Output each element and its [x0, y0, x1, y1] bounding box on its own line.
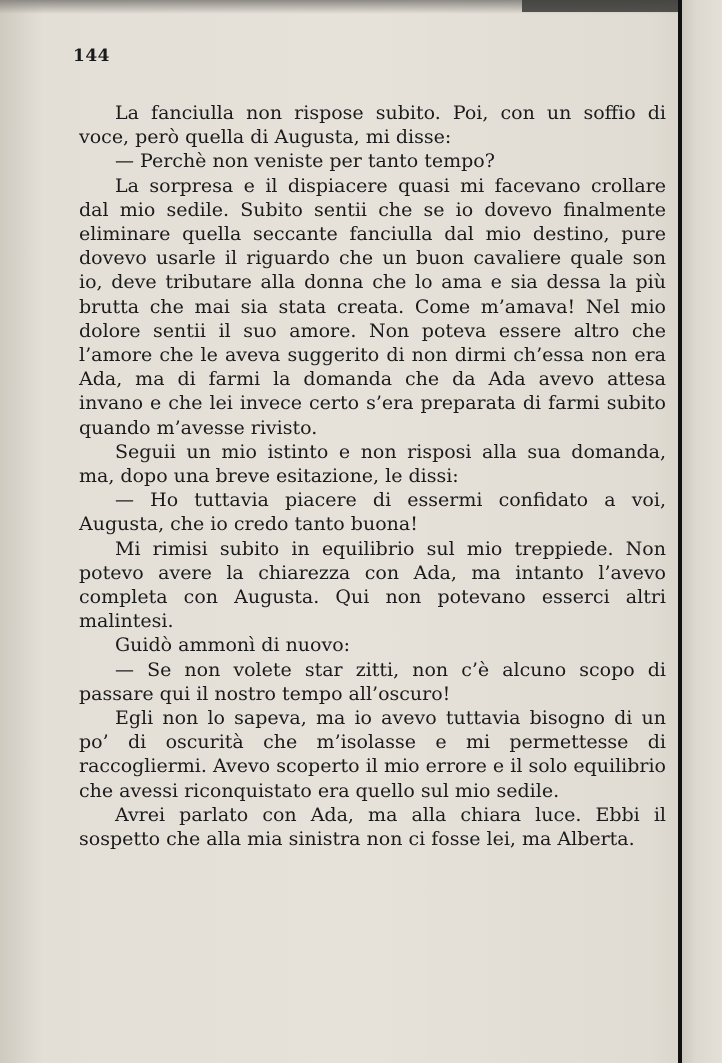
paragraph: La sorpresa e il dispiacere quasi mi facevano crollare dal mio sedile. Subito sentii che se io dovevo finalmente eliminare quella seccante fanciulla dal mio destino, pure dovevo usarle il riguardo che un buon cavaliere quale son io, deve tributare alla donna che lo ama e sia dessa la più brutta che mai sia stata creata. Come m’amava! Nel mio dolore sentii il suo amore. Non poteva essere altro che l’amore che le aveva suggerito di non dirmi ch’essa non era Ada, ma di farmi la domanda che da Ada avevo attesa invano e che lei invece certo s’era preparata di farmi subito quando m’avesse rivisto. — [79, 174, 666, 439]
paragraph: Mi rimisi subito in equilibrio sul mio treppiede. Non potevo avere la chiarezza con Ada, ma intanto l’avevo completa con Augusta. Qui non potevano esserci altri malintesi. — [79, 537, 666, 633]
body-text — [79, 101, 666, 851]
paragraph: Avrei parlato con Ada, ma alla chiara luce. Ebbi il sospetto che alla mia sinistra non ci fosse lei, ma Alberta. — [79, 803, 666, 851]
paragraph: — Se non volete star zitti, non c’è alcuno scopo di passare qui il nostro tempo all’oscuro! — [79, 658, 666, 705]
page-number: 144 — [73, 46, 110, 66]
paragraph: Egli non lo sapeva, ma io avevo tuttavia bisogno di un po’ di oscurità che m’isolasse e mi permettesse di raccogliermi. Avevo scoperto il mio errore e il solo equilibrio che avessi riconquistato era quello sul mio sedile. — [79, 707, 666, 802]
page-edge-line — [678, 0, 682, 1063]
paragraph: La fanciulla non rispose subito. Poi, con un soffio di voce, però quella di Augusta, mi disse: — [79, 102, 666, 149]
paragraph: Seguii un mio istinto e non risposi alla sua domanda, ma, dopo una breve esitazione, le dissi: — [79, 440, 666, 488]
paragraph: — Ho tuttavia piacere di essermi confidato a voi, Augusta, che io credo tanto buona! — [79, 489, 666, 536]
paragraph: Guidò ammonì di nuovo: — [115, 634, 351, 657]
top-right-shadow — [522, 0, 682, 12]
page-right-margin — [678, 0, 722, 1063]
paragraph: — Perchè non veniste per tanto tempo? — [115, 150, 495, 173]
